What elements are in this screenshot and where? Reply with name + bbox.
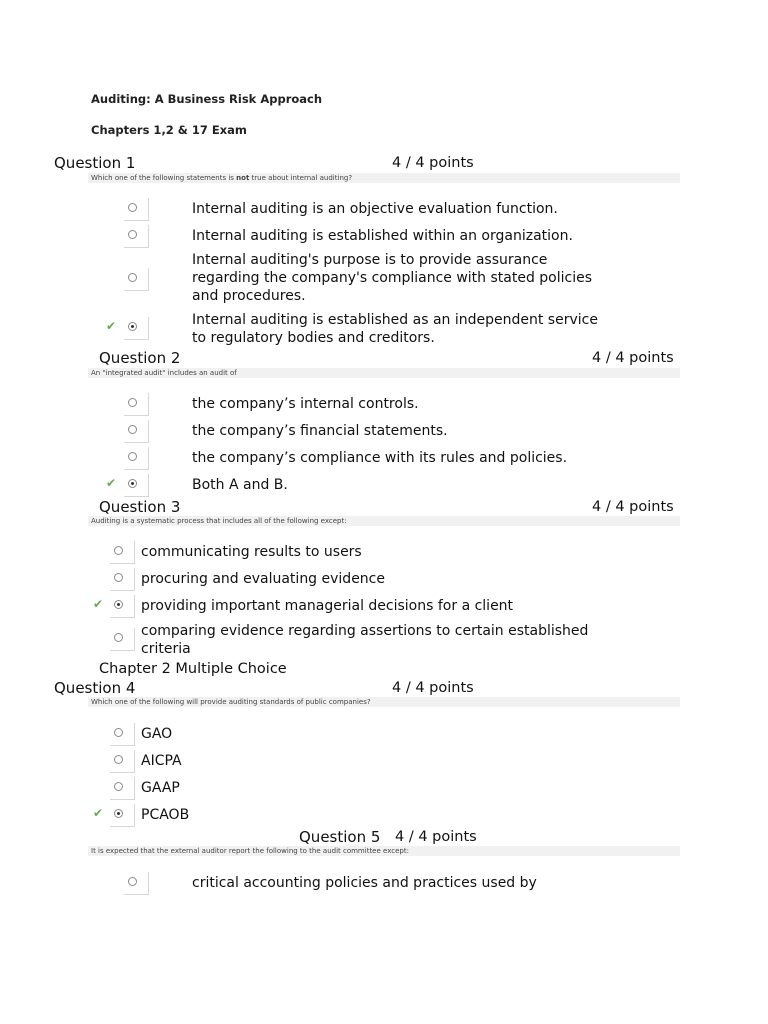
radio-button-selected-icon [114, 600, 123, 609]
document-title: Auditing: A Business Risk Approach [91, 92, 323, 106]
radio-button-icon [128, 398, 137, 407]
q3-answer-1-radio[interactable] [110, 541, 135, 564]
radio-button-icon [128, 203, 137, 212]
question-1-points: 4 / 4 points [392, 155, 474, 171]
question-5-points: 4 / 4 points [395, 829, 477, 845]
q5-answer-1-radio[interactable] [124, 872, 149, 895]
radio-button-selected-icon [128, 479, 137, 488]
q2-answer-1-text: the company’s internal controls. [192, 396, 419, 412]
radio-button-icon [114, 782, 123, 791]
q1-answer-2-radio[interactable] [124, 225, 149, 248]
question-4-points: 4 / 4 points [392, 680, 474, 696]
q2-answer-1-radio[interactable] [124, 393, 149, 416]
check-icon: ✔ [106, 319, 117, 333]
q1-answer-3-text: Internal auditing's purpose is to provide assurance regarding the company's compliance with stated policies and procedures. [192, 252, 593, 304]
q4-answer-3-radio[interactable] [110, 777, 135, 800]
q2-answer-4-text: Both A and B. [192, 477, 288, 493]
q2-answer-2-text: the company’s financial statements. [192, 423, 448, 439]
check-icon: ✔ [106, 476, 117, 490]
q3-answer-4-radio[interactable] [110, 628, 135, 651]
q3-answer-2-radio[interactable] [110, 568, 135, 591]
question-2-prompt: An "integrated audit" includes an audit of [91, 369, 237, 377]
question-3-title: Question 3 [99, 498, 181, 516]
exam-subtitle: Chapters 1,2 & 17 Exam [91, 123, 247, 137]
question-3-prompt: Auditing is a systematic process that includes all of the following except: [91, 517, 347, 525]
radio-button-icon [114, 546, 123, 555]
radio-button-icon [114, 573, 123, 582]
q1-answer-1-radio[interactable] [124, 198, 149, 221]
question-4-prompt: Which one of the following will provide auditing standards of public companies? [91, 698, 371, 706]
radio-button-icon [114, 728, 123, 737]
q2-answer-3-text: the company’s compliance with its rules and policies. [192, 450, 568, 466]
q4-answer-2-radio[interactable] [110, 750, 135, 773]
q4-answer-1-radio[interactable] [110, 723, 135, 746]
radio-button-selected-icon [114, 809, 123, 818]
radio-button-icon [128, 273, 137, 282]
radio-button-icon [128, 452, 137, 461]
q2-answer-4-radio[interactable] [124, 474, 149, 497]
q2-answer-2-radio[interactable] [124, 420, 149, 443]
radio-button-icon [114, 633, 123, 642]
q4-answer-4-text: PCAOB [141, 807, 190, 823]
q1-answer-2-text: Internal auditing is established within an organization. [192, 228, 573, 244]
question-2-title: Question 2 [99, 349, 181, 367]
question-5-title: Question 5 [299, 828, 381, 846]
q3-answer-3-radio[interactable] [110, 595, 135, 618]
q3-answer-2-text: procuring and evaluating evidence [141, 571, 385, 587]
radio-button-icon [128, 425, 137, 434]
q1-answer-4-text: Internal auditing is established as an independent service to regulatory bodies and creditors. [192, 312, 598, 346]
question-3-points: 4 / 4 points [592, 499, 674, 515]
q3-answer-1-text: communicating results to users [141, 544, 362, 560]
q5-answer-1-text: critical accounting policies and practices used by [192, 875, 537, 891]
q4-answer-1-text: GAO [141, 726, 173, 742]
section-heading: Chapter 2 Multiple Choice [99, 661, 287, 677]
q1-answer-4-radio[interactable] [124, 317, 149, 340]
radio-button-selected-icon [128, 322, 137, 331]
radio-button-icon [114, 755, 123, 764]
question-4-title: Question 4 [54, 679, 136, 697]
check-icon: ✔ [93, 597, 104, 611]
q3-answer-4-text: comparing evidence regarding assertions to certain established criteria [141, 623, 589, 657]
radio-button-icon [128, 877, 137, 886]
q4-answer-2-text: AICPA [141, 753, 182, 769]
q3-answer-3-text: providing important managerial decisions for a client [141, 598, 514, 614]
q4-answer-4-radio[interactable] [110, 804, 135, 827]
question-5-prompt: It is expected that the external auditor report the following to the audit committee except: [91, 847, 409, 855]
question-2-points: 4 / 4 points [592, 350, 674, 366]
q4-answer-3-text: GAAP [141, 780, 180, 796]
question-1-prompt: Which one of the following statements is not true about internal auditing? [91, 174, 353, 182]
check-icon: ✔ [93, 806, 104, 820]
radio-button-icon [128, 230, 137, 239]
question-1-title: Question 1 [54, 154, 136, 172]
q2-answer-3-radio[interactable] [124, 447, 149, 470]
q1-answer-3-radio[interactable] [124, 268, 149, 291]
q1-answer-1-text: Internal auditing is an objective evaluation function. [192, 201, 558, 217]
